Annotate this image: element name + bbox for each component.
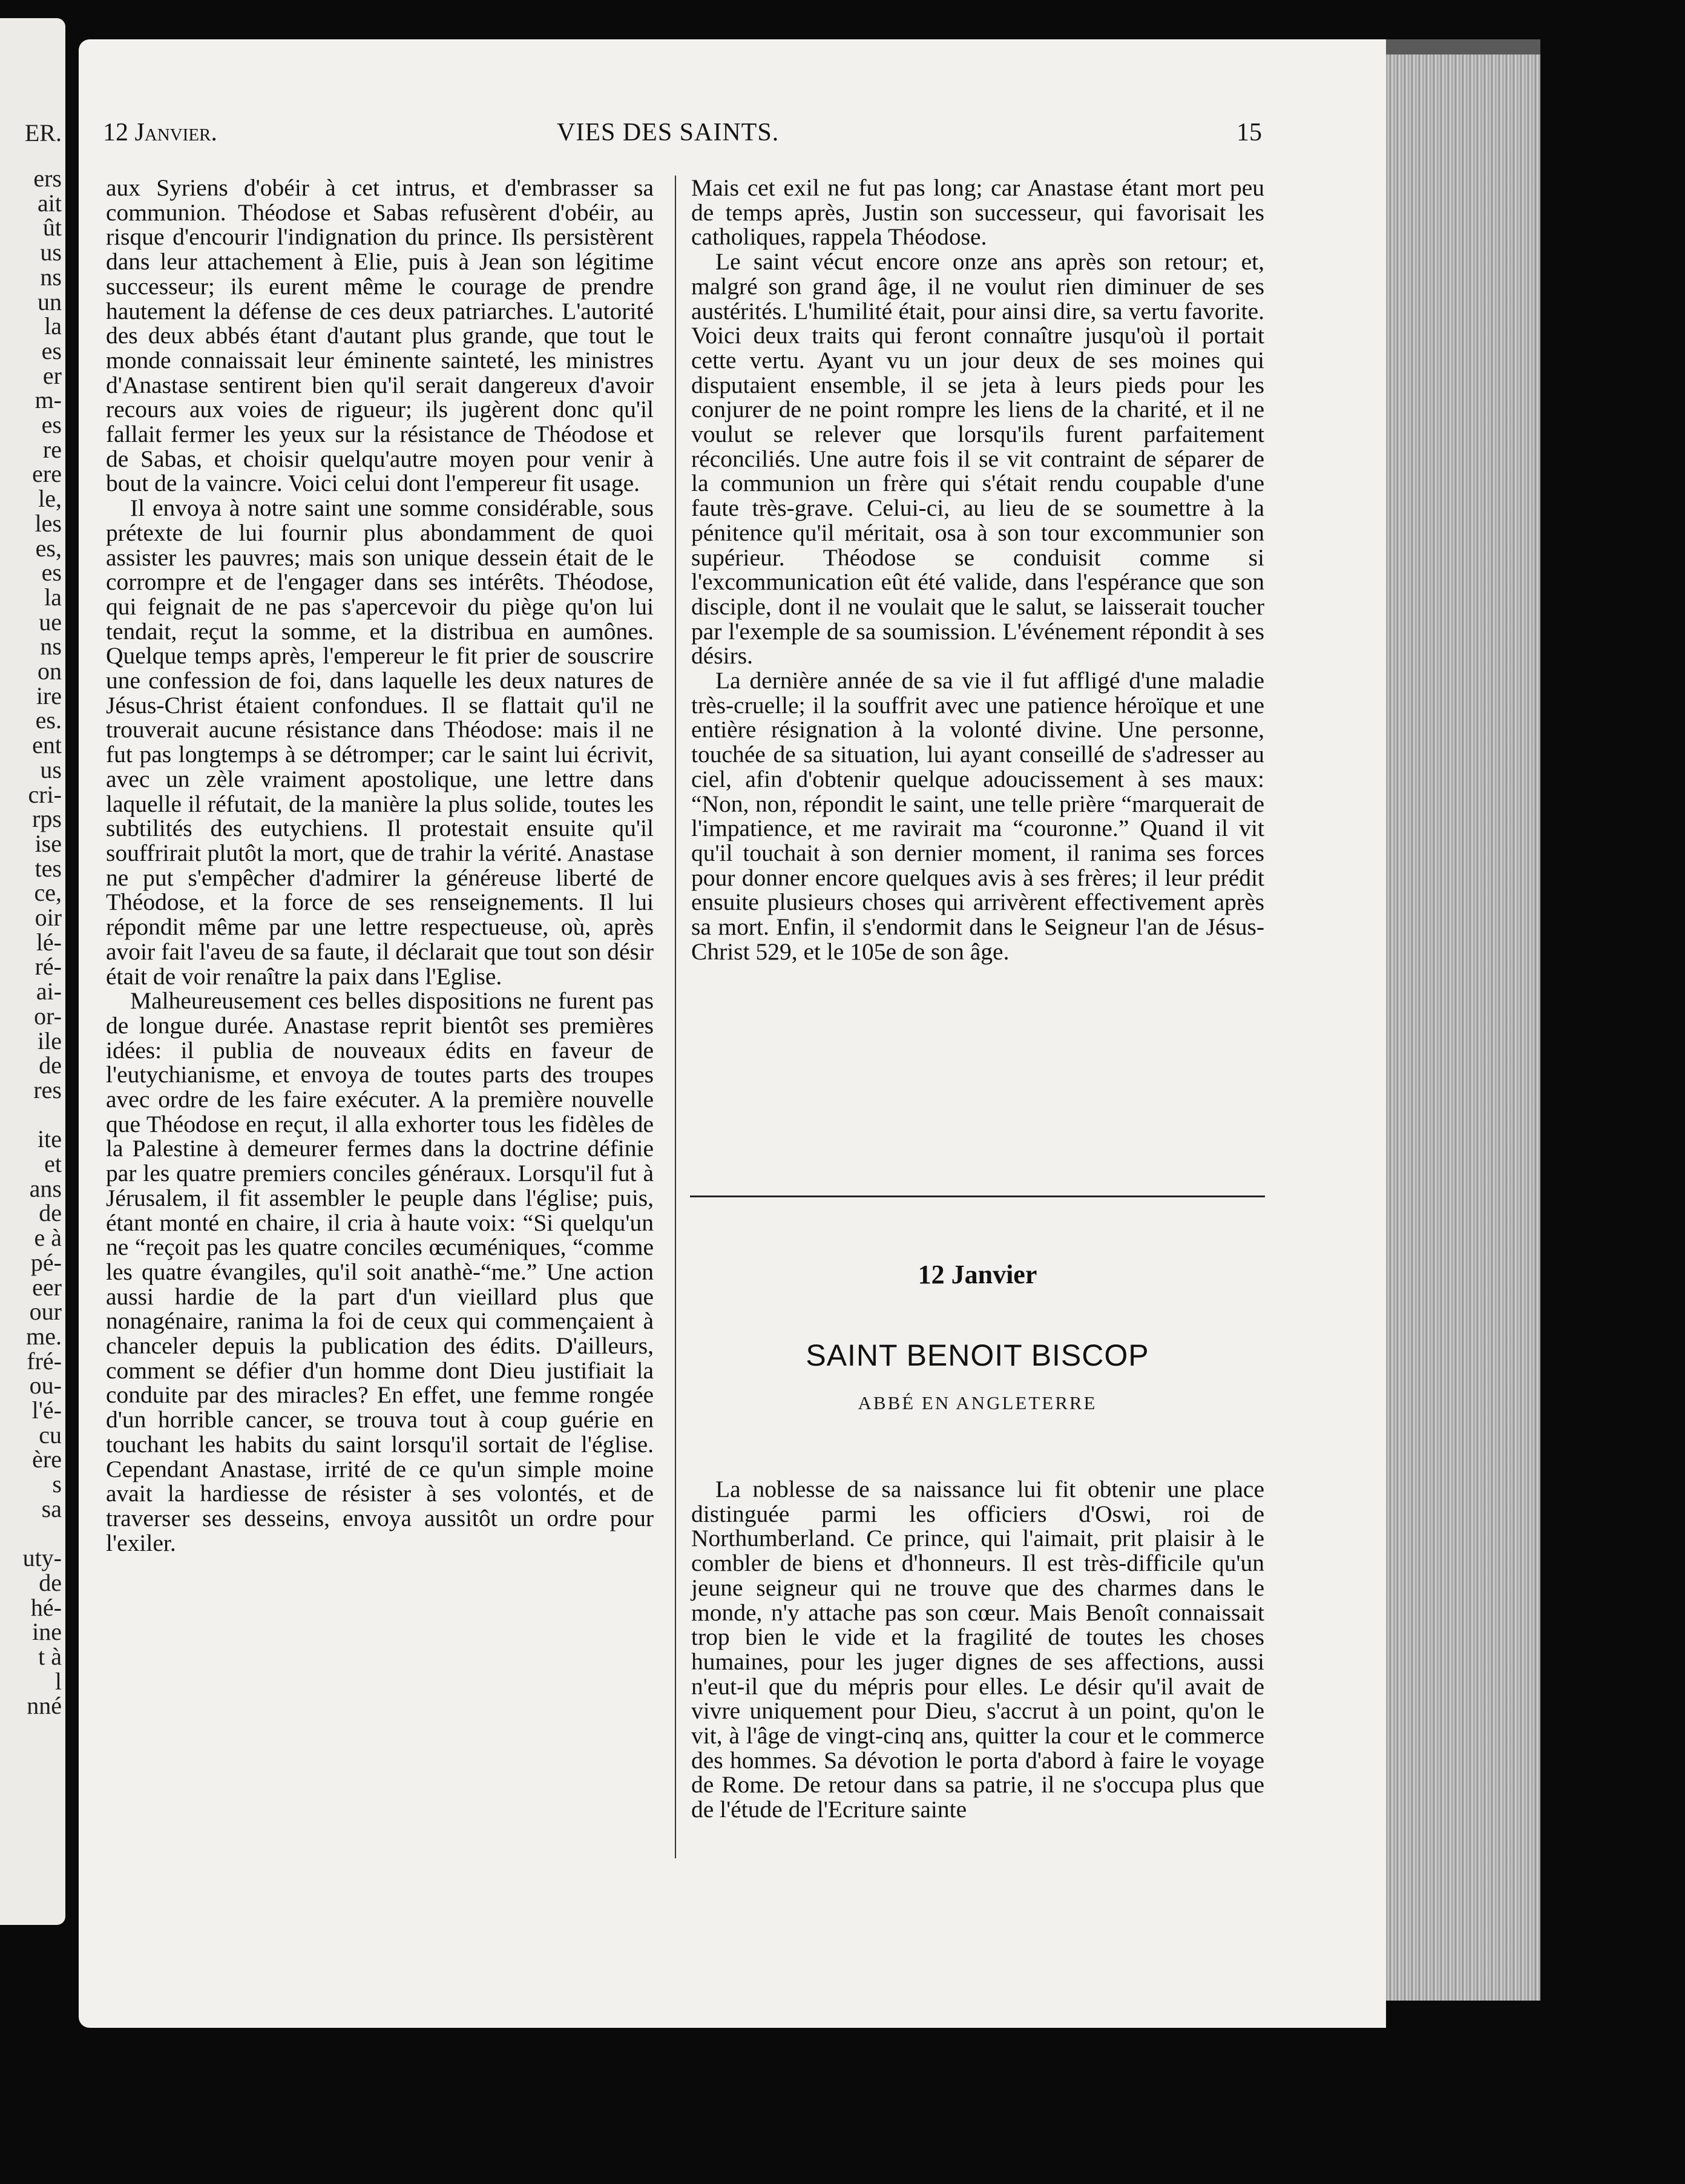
paragraph: aux Syriens d'obéir à cet intrus, et d'embrasser sa communion. Théodose et Sabas refusèrent d'obéir, au risque d'encourir l'indignation du prince. Ils persistèrent dans leur attachement à Elie, puis à Jean son légitime successeur; ils eurent même le courage de prendre hautement la défense de ces deux patriarches. L'autorité des deux abbés étant d'autant plus grande, que tout le monde connaissait leur éminente sainteté, les ministres d'Anastase sentirent bien qu'il serait dangereux d'avoir recours aux voies de rigueur; ils jugèrent donc qu'il fallait fermer les yeux sur la résistance de Théodose et de Sabas, et choisir quelqu'autre moyen pour venir à bout de la vaincre. Voici celui dont l'empereur fit usage. xyxy=(106,174,654,497)
left-page-fragment-text: ere xyxy=(32,460,62,488)
page-edges xyxy=(1365,39,1540,2001)
left-page-fragment-text: ait xyxy=(38,189,62,217)
left-page-fragment-text: l'é- xyxy=(31,1396,62,1424)
left-page-fragment xyxy=(0,18,65,1925)
left-page-fragment-text: t à xyxy=(38,1643,62,1670)
left-page-fragment-text: pé- xyxy=(30,1248,62,1276)
left-page-fragment-text: ise xyxy=(34,829,62,857)
left-page-fragment-text: er xyxy=(42,361,62,389)
left-page-fragment-text: ût xyxy=(42,214,62,242)
left-page-fragment-text: de xyxy=(39,1568,62,1596)
paragraph: Malheureusement ces belles dispositions ne furent pas de longue durée. Anastase reprit bientôt ses premières idées: il publia de nouveaux édits en faveur de l'eutychianisme, et envoya de toutes parts des troupes avec ordre de les faire exécuter. A la première nouvelle que Théodose en reçut, il alla exhorter tous les fidèles de la Palestine à demeurer fermes dans la doctrine définie par les quatre premiers conciles généraux. Lorsqu'il fut à Jérusalem, il fit assembler le peuple dans l'église; puis, étant monté en chaire, il cria à haute voix: “Si quelqu'un ne “reçoit pas les quatre conciles œcuméniques, “comme les quatre évangiles, qu'il soit anathè-“me.” Une action aussi hardie de la part d'un vieillard plus que nonagénaire, ranima la foi de ceux qui commençaient à chanceler depuis la publication des édits. D'ailleurs, comment se défier d'un homme dont Dieu justifiait la conduite par des miracles? En effet, une femme rongée d'un horrible cancer, se trouva tout à coup guérie en touchant les habits du saint lorsqu'il sortait de l'église. Cependant Anastase, irrité de ce qu'un simple moine avait la hardiesse de résister à ses volontés, et de traverser ses desseins, envoya aussitôt un ordre pour l'exiler. xyxy=(106,987,654,1556)
section-title: SAINT BENOIT BISCOP xyxy=(806,1338,1149,1372)
left-page-fragment-text: ent xyxy=(32,731,62,759)
left-page-fragment-text: hé- xyxy=(30,1593,62,1621)
section-body xyxy=(691,1477,1264,1822)
left-page-fragment-text: or- xyxy=(34,1002,62,1030)
left-page-fragment-text: fré- xyxy=(27,1347,62,1375)
left-page-fragment-text: ou- xyxy=(29,1372,62,1400)
left-page-fragment-text: tes xyxy=(34,854,62,882)
left-page-fragment-text: es xyxy=(41,411,62,438)
left-page-fragment-text: us xyxy=(40,755,62,783)
left-page-fragment-text: ite xyxy=(38,1125,62,1153)
right-column xyxy=(691,176,1264,964)
left-page-fragment-text: nné xyxy=(27,1692,62,1720)
section-date: 12 Janvier xyxy=(918,1260,1037,1289)
left-page-fragment-text: oir xyxy=(34,904,62,931)
left-page-fragment-text: ns xyxy=(40,633,62,660)
left-page-fragment-text: es, xyxy=(35,534,62,562)
left-page-fragment-text: les xyxy=(34,509,62,537)
left-page-fragment-text: ai- xyxy=(36,978,62,1005)
left-page-fragment-text: lé- xyxy=(36,928,62,956)
left-page-fragment-text: de xyxy=(39,1051,62,1079)
paragraph: La noblesse de sa naissance lui fit obtenir une place distinguée parmi les officiers d'Oswi, roi de Northumberland. Ce prince, qui l'aimait, prit plaisir à le combler de biens et d'honneurs. Il est très-difficile qu'un jeune seigneur qui ne trouve que des charmes dans le monde, n'y attache pas son cœur. Mais Benoît connaissait trop bien le vide et la fragilité de toutes les choses humaines, pour les juger dignes de ses affections, aussi n'eut-il que du mépris pour elles. Le désir qu'il avait de vivre uniquement pour Dieu, s'accrut à un point, qu'on le vit, à l'âge de vingt-cinq ans, quitter la cour et le commerce des hommes. Sa dévotion le porta d'abord à faire le voyage de Rome. De retour dans sa patrie, il ne s'occupa plus que de l'étude de l'Ecriture sainte xyxy=(691,1476,1264,1823)
left-page-fragment-text: re xyxy=(42,435,62,463)
left-page-fragment-text: la xyxy=(44,312,62,340)
left-page-fragment-text: es. xyxy=(35,706,62,734)
left-page-fragment-text: es xyxy=(41,559,62,587)
left-page-fragment-text: ans xyxy=(29,1174,62,1202)
header-date: 12 Janvier. xyxy=(103,119,217,146)
column-divider xyxy=(675,176,676,1858)
left-page-fragment-text: ER. xyxy=(24,119,62,146)
left-page-fragment-text: la xyxy=(44,583,62,611)
left-page-fragment-text: ire xyxy=(36,682,62,709)
left-page-fragment-text: ère xyxy=(32,1446,62,1473)
left-page-fragment-text: rps xyxy=(32,805,62,833)
paragraph: Mais cet exil ne fut pas long; car Anastase étant mort peu de temps après, Justin son successeur, qui favorisait les catholiques, rappela Théodose. xyxy=(691,174,1264,251)
left-page-fragment-text: un xyxy=(38,288,62,315)
paragraph: La dernière année de sa vie il fut affligé d'une maladie très-cruelle; il la souffrit avec une patience héroïque et une entière résignation à la volonté divine. Une personne, touchée de sa situation, lui ayant conseillé de s'adresser au ciel, afin d'obtenir quelque adoucissement à ses maux: “Non, non, répondit le saint, une telle prière “marquerait de l'impatience, et me ravirait ma “couronne.” Quand il vit qu'il touchait à son dernier moment, il ranima ses forces pour donner encore quelques avis à ses frères; il leur prédit ensuite plusieurs choses qui arrivèrent effectivement après sa mort. Enfin, il s'endormit dans le Seigneur l'an de Jésus-Christ 529, et le 105e de son âge. xyxy=(691,667,1264,965)
left-page-fragment-text: ine xyxy=(32,1618,62,1646)
left-page-fragment-text: eer xyxy=(32,1273,62,1301)
left-page-fragment-text: us xyxy=(40,238,62,266)
left-page-fragment-text: res xyxy=(33,1076,62,1104)
left-page-fragment-text: ue xyxy=(39,608,62,636)
left-page-fragment-text: ers xyxy=(33,165,62,192)
left-page-fragment-text: s xyxy=(52,1470,62,1498)
left-page-fragment-text: m- xyxy=(34,386,62,414)
left-page-fragment-text: e à xyxy=(34,1224,62,1252)
left-page-fragment-text: ns xyxy=(40,263,62,291)
left-page-fragment-text: cri- xyxy=(28,780,62,808)
left-page-fragment-text: es xyxy=(41,337,62,364)
left-page-fragment-text: de xyxy=(39,1199,62,1227)
left-page-fragment-text: et xyxy=(44,1150,62,1177)
left-page-fragment-text: cu xyxy=(39,1421,62,1449)
section-subtitle: ABBÉ EN ANGLETERRE xyxy=(858,1392,1097,1413)
left-page-fragment-text: ce, xyxy=(34,879,62,907)
left-page-fragment-text: ile xyxy=(38,1027,62,1054)
left-page-fragment-text: l xyxy=(54,1667,62,1695)
running-header xyxy=(103,118,1262,154)
page-number: 15 xyxy=(1237,119,1262,146)
left-page-fragment-text: on xyxy=(38,657,62,685)
header-title: VIES DES SAINTS. xyxy=(557,119,780,146)
paragraph: Le saint vécut encore onze ans après son retour; et, malgré son grand âge, il ne voulut rien diminuer de ses austérités. L'humilité était, pour ainsi dire, sa vertu favorite. Voici deux traits qui feront connaître jusqu'où il portait cette vertu. Ayant vu un jour deux de ses moines qui disputaient ensemble, il se jeta à leurs pieds pour les conjurer de ne point rompre les liens de la charité, et il ne voulut se relever que lorsqu'ils furent parfaitement réconciliés. Une autre fois il se vit contraint de séparer de la communion un frère qui s'était rendu coupable d'une faute très-grave. Celui-ci, au lieu de se soumettre à la pénitence qu'il méritait, osa à son tour excommunier son supérieur. Théodose se conduisit comme si l'excommunication eût été valide, dans l'espérance que son disciple, dont il ne voulait que le salut, se laisserait toucher par l'exemple de sa soumission. L'événement répondit à ses désirs. xyxy=(691,248,1264,669)
left-page-fragment-text: our xyxy=(29,1298,62,1326)
left-page-fragment-text: sa xyxy=(41,1495,62,1522)
section-rule xyxy=(690,1196,1265,1197)
left-page-fragment-text: ré- xyxy=(34,953,62,981)
left-page-fragment-text: me. xyxy=(26,1322,62,1350)
left-page-fragment-text: le, xyxy=(38,485,62,513)
left-page-fragment-text: uty- xyxy=(22,1544,62,1572)
paragraph: Il envoya à notre saint une somme considérable, sous prétexte de lui fournir plus abondamment de quoi assister les pauvres; mais son unique dessein était de le corrompre et de l'engager dans ses intérêts. Théodose, qui feignait de ne pas s'apercevoir du piège qu'on lui tendait, reçut la somme, et la distribua en aumônes. Quelque temps après, l'empereur le fit prier de souscrire une confession de foi, dans laquelle les deux natures de Jésus-Christ étaient confondues. Il se flattait qu'il ne trouverait aucune résistance dans Théodose: mais il ne fut pas longtemps à se détromper; car le saint lui écrivit, avec un zèle vraiment apostolique, une lettre dans laquelle il réfutait, de la manière la plus solide, toutes les subtilités des eutychiens. Il protestait ensuite qu'il souffrirait plutôt la mort, que de trahir la vérité. Anastase ne put s'empêcher d'admirer la généreuse liberté de Théodose, et la force de ses renseignements. Il lui répondit même par une lettre respectueuse, où, après avoir fait l'aveu de sa faute, il déclarait que tout son désir était de voir renaître la paix dans l'Eglise. xyxy=(106,495,654,990)
left-column xyxy=(106,176,654,1555)
